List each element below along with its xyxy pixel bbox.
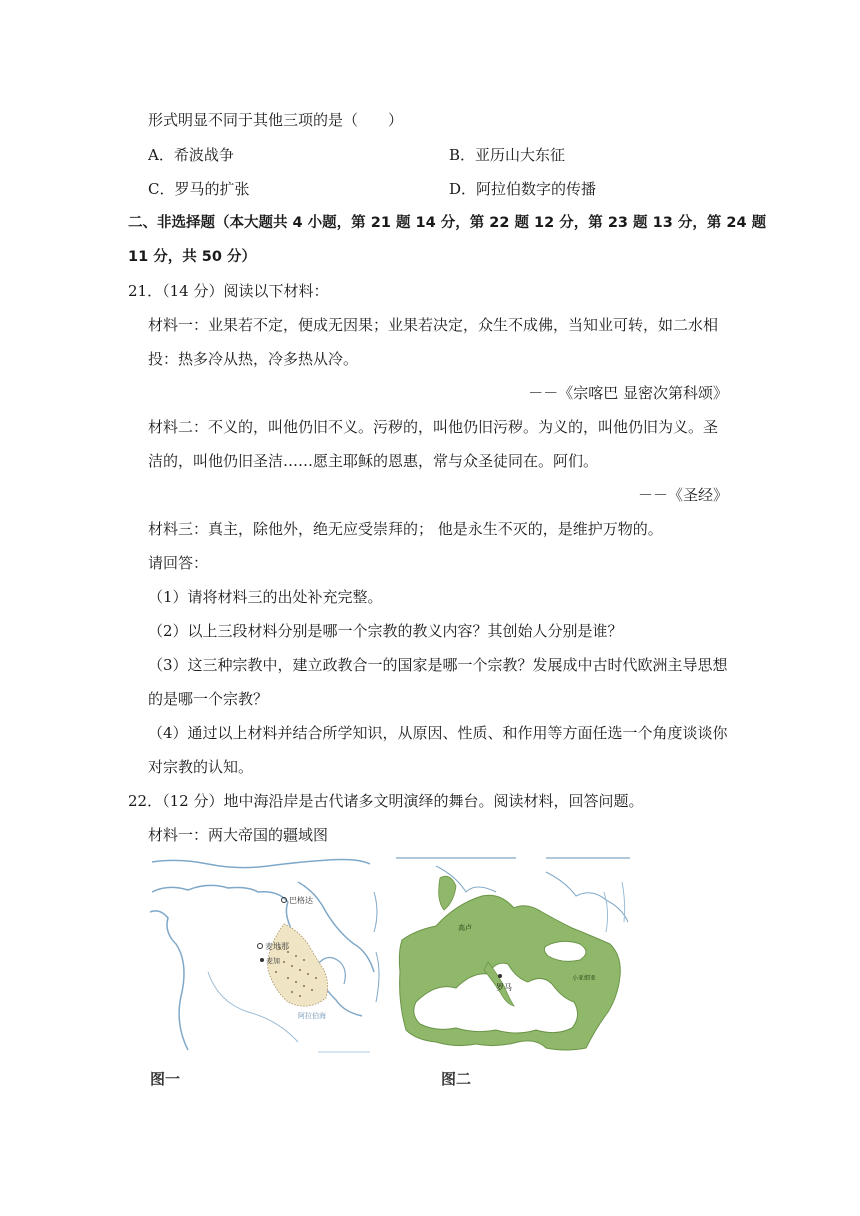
figure-caption-1: 图一 [150, 1070, 181, 1088]
q21-material1-line2: 投：热多冷从热，冷多热从冷。 [148, 350, 359, 368]
coastline [374, 892, 379, 1002]
question-stem-tail: 形式明显不同于其他三项的是（ ） [148, 111, 404, 129]
coastline [152, 860, 370, 868]
empire-maps [148, 852, 630, 1058]
city-label-rome: 罗马 [496, 983, 512, 992]
q21-sub1: （1）请将材料三的出处补充完整。 [148, 588, 383, 606]
q21-sub3-line2: 的是哪一个宗教？ [148, 690, 269, 708]
option-a: A．希波战争 [148, 146, 234, 164]
coastline [150, 911, 188, 1050]
figure-caption-2: 图二 [441, 1070, 472, 1088]
city-label-mecca: 麦加 [266, 958, 280, 965]
sea-label-arabian: 阿拉伯海 [298, 1013, 326, 1020]
q21-material1-line1: 材料一：业果若不定，便成无因果；业果若决定，众生不成佛，当知业可转，如二水相 [148, 316, 719, 334]
q21-sub2: （2）以上三段材料分别是哪一个宗教的教义内容？其创始人分别是谁？ [148, 622, 623, 640]
q21-material2-line1: 材料二：不义的，叫他仍旧不义。污秽的，叫他仍旧污秽。为义的，叫他仍旧为义。圣 [148, 418, 719, 436]
city-marker [260, 958, 264, 962]
q21-material2-line2: 洁的，叫他仍旧圣洁……愿主耶稣的恩惠，常与众圣徒同在。阿们。 [148, 452, 599, 470]
region-label-asia-minor: 小亚细亚 [572, 976, 597, 982]
q21-material1-source: －－《宗喀巴 显密次第科颂》 [528, 384, 728, 402]
q21-sub4-line2: 对宗教的认知。 [148, 758, 254, 776]
q21-sub3-line1: （3）这三种宗教中，建立政教合一的国家是哪一个宗教？发展成中古时代欧洲主导思想 [148, 656, 728, 674]
q21-intro: 21．（14 分）阅读以下材料： [128, 282, 329, 300]
option-d: D．阿拉伯数字的传播 [449, 180, 597, 198]
city-label-medina: 麦地那 [265, 942, 289, 951]
city-marker [498, 974, 502, 978]
britain [439, 876, 456, 910]
option-b: B．亚历山大东征 [449, 146, 566, 164]
q21-prompt: 请回答： [148, 554, 209, 572]
option-c: C．罗马的扩张 [148, 180, 250, 198]
q22-material1: 材料一：两大帝国的疆域图 [148, 826, 329, 844]
coastline [546, 872, 628, 922]
map-roman-empire [396, 858, 630, 1050]
section-heading-line2: 11 分，共 50 分） [128, 249, 257, 265]
empire-maps-svg [148, 852, 630, 1058]
map-arab-empire [150, 860, 379, 1053]
border-line [604, 882, 625, 932]
city-marker [258, 944, 263, 949]
section-heading-line1: 二、非选择题（本大题共 4 小题，第 21 题 14 分，第 22 题 12 分，第 23 题 13 分，第 24 题 [128, 215, 767, 231]
q21-sub4-line1: （4）通过以上材料并结合所学知识，从原因、性质、和作用等方面任选一个角度谈谈你 [148, 724, 728, 742]
q21-material2-source: －－《圣经》 [637, 486, 728, 504]
arab-empire-territory [268, 924, 328, 1006]
q22-intro: 22．（12 分）地中海沿岸是古代诸多文明演绎的舞台。阅读材料，回答问题。 [128, 792, 644, 810]
region-label-gaul: 高卢 [458, 925, 472, 932]
coastline [152, 885, 288, 902]
q21-material3: 材料三：真主，除他外，绝无应受崇拜的； 他是永生不灭的，是维护万物的。 [148, 520, 663, 538]
city-label-baghdad: 巴格达 [289, 896, 313, 905]
